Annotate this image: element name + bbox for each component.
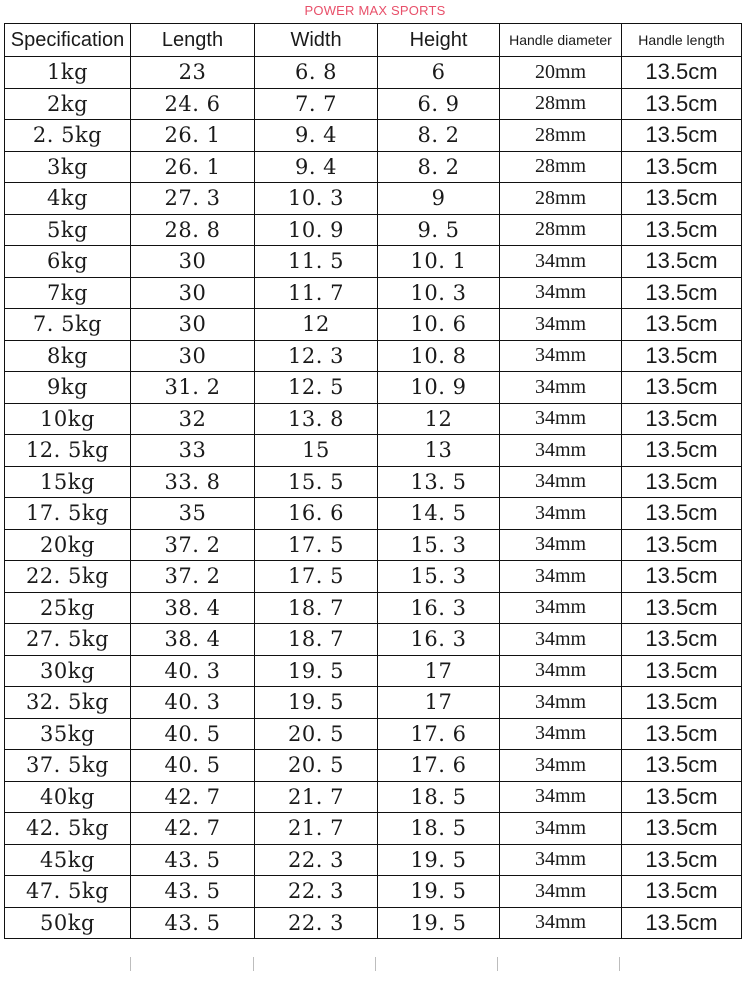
cell-length: 35 — [131, 498, 255, 530]
cell-handle-length: 13.5cm — [622, 120, 742, 152]
cell-height: 19. 5 — [378, 844, 500, 876]
cell-height: 17 — [378, 687, 500, 719]
cell-width: 21. 7 — [255, 813, 378, 845]
cell-handle-length: 13.5cm — [622, 529, 742, 561]
cell-handle-length: 13.5cm — [622, 309, 742, 341]
table-row — [5, 309, 742, 341]
cell-width: 17. 5 — [255, 529, 378, 561]
table-row — [5, 750, 742, 782]
cell-handle-diameter: 34mm — [500, 498, 622, 530]
cell-length: 43. 5 — [131, 844, 255, 876]
cell-handle-diameter: 34mm — [500, 750, 622, 782]
cell-handle-diameter: 28mm — [500, 183, 622, 215]
cell-height: 17 — [378, 655, 500, 687]
table-row — [5, 876, 742, 908]
cell-handle-diameter: 34mm — [500, 246, 622, 278]
cell-width: 17. 5 — [255, 561, 378, 593]
table-row — [5, 907, 742, 939]
cell-length: 37. 2 — [131, 529, 255, 561]
cell-width: 7. 7 — [255, 88, 378, 120]
cell-handle-diameter: 28mm — [500, 88, 622, 120]
cell-length: 42. 7 — [131, 813, 255, 845]
cell-width: 20. 5 — [255, 750, 378, 782]
cell-handle-length: 13.5cm — [622, 403, 742, 435]
cell-length: 30 — [131, 309, 255, 341]
cell-height: 15. 3 — [378, 529, 500, 561]
cell-handle-diameter: 34mm — [500, 781, 622, 813]
cell-specification: 2kg — [5, 88, 131, 120]
cell-handle-diameter: 28mm — [500, 214, 622, 246]
table-row — [5, 687, 742, 719]
cell-specification: 17. 5kg — [5, 498, 131, 530]
cell-length: 30 — [131, 340, 255, 372]
cell-handle-diameter: 34mm — [500, 813, 622, 845]
cell-width: 15 — [255, 435, 378, 467]
table-row — [5, 403, 742, 435]
cell-width: 13. 8 — [255, 403, 378, 435]
cell-specification: 20kg — [5, 529, 131, 561]
cell-length: 24. 6 — [131, 88, 255, 120]
cell-specification: 35kg — [5, 718, 131, 750]
table-row — [5, 246, 742, 278]
cell-handle-length: 13.5cm — [622, 340, 742, 372]
cell-height: 13. 5 — [378, 466, 500, 498]
cell-height: 10. 8 — [378, 340, 500, 372]
header-height: Height — [378, 24, 500, 57]
cell-length: 37. 2 — [131, 561, 255, 593]
table-row — [5, 340, 742, 372]
cell-handle-diameter: 34mm — [500, 876, 622, 908]
cell-width: 9. 4 — [255, 151, 378, 183]
cell-width: 22. 3 — [255, 907, 378, 939]
cell-height: 8. 2 — [378, 120, 500, 152]
table-row — [5, 435, 742, 467]
cell-handle-diameter: 34mm — [500, 592, 622, 624]
cell-height: 12 — [378, 403, 500, 435]
cell-length: 43. 5 — [131, 876, 255, 908]
table-row — [5, 813, 742, 845]
table-trailing-divider — [497, 957, 498, 971]
cell-handle-length: 13.5cm — [622, 844, 742, 876]
table-row — [5, 781, 742, 813]
cell-handle-diameter: 28mm — [500, 151, 622, 183]
cell-specification: 22. 5kg — [5, 561, 131, 593]
cell-specification: 45kg — [5, 844, 131, 876]
header-specification: Specification — [5, 24, 131, 57]
cell-width: 10. 3 — [255, 183, 378, 215]
cell-width: 20. 5 — [255, 718, 378, 750]
cell-height: 8. 2 — [378, 151, 500, 183]
cell-length: 33 — [131, 435, 255, 467]
cell-height: 19. 5 — [378, 876, 500, 908]
cell-width: 12. 5 — [255, 372, 378, 404]
table-header-row — [5, 24, 742, 57]
cell-height: 6. 9 — [378, 88, 500, 120]
cell-height: 10. 1 — [378, 246, 500, 278]
cell-height: 17. 6 — [378, 718, 500, 750]
table-row — [5, 844, 742, 876]
cell-length: 32 — [131, 403, 255, 435]
cell-height: 19. 5 — [378, 907, 500, 939]
cell-handle-diameter: 34mm — [500, 844, 622, 876]
cell-handle-length: 13.5cm — [622, 718, 742, 750]
cell-handle-diameter: 34mm — [500, 340, 622, 372]
cell-height: 18. 5 — [378, 781, 500, 813]
cell-handle-length: 13.5cm — [622, 246, 742, 278]
table-trailing-divider — [375, 957, 376, 971]
cell-width: 19. 5 — [255, 687, 378, 719]
cell-handle-length: 13.5cm — [622, 435, 742, 467]
table-row — [5, 561, 742, 593]
cell-height: 16. 3 — [378, 592, 500, 624]
cell-width: 21. 7 — [255, 781, 378, 813]
cell-height: 18. 5 — [378, 813, 500, 845]
cell-handle-diameter: 20mm — [500, 57, 622, 89]
cell-handle-diameter: 34mm — [500, 687, 622, 719]
cell-length: 43. 5 — [131, 907, 255, 939]
cell-length: 26. 1 — [131, 151, 255, 183]
cell-length: 42. 7 — [131, 781, 255, 813]
cell-handle-diameter: 34mm — [500, 718, 622, 750]
cell-handle-length: 13.5cm — [622, 151, 742, 183]
cell-height: 10. 6 — [378, 309, 500, 341]
cell-specification: 27. 5kg — [5, 624, 131, 656]
cell-handle-length: 13.5cm — [622, 813, 742, 845]
cell-length: 28. 8 — [131, 214, 255, 246]
cell-height: 10. 9 — [378, 372, 500, 404]
table-body — [5, 57, 742, 939]
table-row — [5, 624, 742, 656]
cell-height: 17. 6 — [378, 750, 500, 782]
cell-handle-diameter: 34mm — [500, 309, 622, 341]
table-row — [5, 151, 742, 183]
cell-handle-length: 13.5cm — [622, 907, 742, 939]
cell-length: 30 — [131, 246, 255, 278]
header-width: Width — [255, 24, 378, 57]
cell-length: 38. 4 — [131, 592, 255, 624]
cell-handle-diameter: 34mm — [500, 655, 622, 687]
cell-specification: 6kg — [5, 246, 131, 278]
cell-width: 9. 4 — [255, 120, 378, 152]
cell-handle-diameter: 34mm — [500, 907, 622, 939]
cell-width: 12. 3 — [255, 340, 378, 372]
cell-width: 22. 3 — [255, 844, 378, 876]
table-row — [5, 718, 742, 750]
cell-handle-length: 13.5cm — [622, 372, 742, 404]
cell-handle-diameter: 34mm — [500, 403, 622, 435]
cell-specification: 50kg — [5, 907, 131, 939]
cell-length: 33. 8 — [131, 466, 255, 498]
table-row — [5, 88, 742, 120]
cell-specification: 40kg — [5, 781, 131, 813]
cell-length: 40. 3 — [131, 687, 255, 719]
cell-height: 13 — [378, 435, 500, 467]
table-row — [5, 277, 742, 309]
cell-handle-length: 13.5cm — [622, 876, 742, 908]
cell-length: 40. 3 — [131, 655, 255, 687]
cell-handle-length: 13.5cm — [622, 498, 742, 530]
specification-table — [4, 23, 742, 939]
cell-handle-diameter: 28mm — [500, 120, 622, 152]
cell-handle-diameter: 34mm — [500, 561, 622, 593]
cell-specification: 8kg — [5, 340, 131, 372]
cell-length: 40. 5 — [131, 718, 255, 750]
cell-specification: 7. 5kg — [5, 309, 131, 341]
cell-handle-length: 13.5cm — [622, 624, 742, 656]
cell-handle-length: 13.5cm — [622, 592, 742, 624]
cell-handle-diameter: 34mm — [500, 277, 622, 309]
cell-specification: 30kg — [5, 655, 131, 687]
cell-specification: 3kg — [5, 151, 131, 183]
cell-handle-diameter: 34mm — [500, 372, 622, 404]
cell-length: 27. 3 — [131, 183, 255, 215]
cell-specification: 47. 5kg — [5, 876, 131, 908]
table-trailing-divider — [619, 957, 620, 971]
cell-handle-length: 13.5cm — [622, 655, 742, 687]
cell-width: 19. 5 — [255, 655, 378, 687]
cell-height: 14. 5 — [378, 498, 500, 530]
cell-specification: 37. 5kg — [5, 750, 131, 782]
cell-handle-diameter: 34mm — [500, 466, 622, 498]
cell-length: 31. 2 — [131, 372, 255, 404]
header-handle-length: Handle length — [622, 24, 742, 57]
cell-specification: 12. 5kg — [5, 435, 131, 467]
table-row — [5, 372, 742, 404]
table-row — [5, 466, 742, 498]
cell-width: 22. 3 — [255, 876, 378, 908]
table-row — [5, 498, 742, 530]
cell-specification: 25kg — [5, 592, 131, 624]
cell-handle-length: 13.5cm — [622, 88, 742, 120]
cell-height: 10. 3 — [378, 277, 500, 309]
header-handle-diameter: Handle diameter — [500, 24, 622, 57]
table-row — [5, 592, 742, 624]
cell-specification: 15kg — [5, 466, 131, 498]
cell-height: 9. 5 — [378, 214, 500, 246]
table-row — [5, 655, 742, 687]
cell-handle-length: 13.5cm — [622, 466, 742, 498]
cell-handle-length: 13.5cm — [622, 687, 742, 719]
cell-length: 38. 4 — [131, 624, 255, 656]
cell-width: 18. 7 — [255, 624, 378, 656]
cell-specification: 2. 5kg — [5, 120, 131, 152]
brand-title: POWER MAX SPORTS — [304, 3, 446, 18]
cell-handle-length: 13.5cm — [622, 750, 742, 782]
cell-handle-length: 13.5cm — [622, 561, 742, 593]
cell-handle-diameter: 34mm — [500, 435, 622, 467]
cell-specification: 4kg — [5, 183, 131, 215]
cell-specification: 32. 5kg — [5, 687, 131, 719]
table-row — [5, 183, 742, 215]
cell-width: 11. 7 — [255, 277, 378, 309]
cell-specification: 10kg — [5, 403, 131, 435]
cell-width: 15. 5 — [255, 466, 378, 498]
table-row — [5, 214, 742, 246]
cell-width: 10. 9 — [255, 214, 378, 246]
cell-width: 12 — [255, 309, 378, 341]
cell-width: 16. 6 — [255, 498, 378, 530]
cell-handle-length: 13.5cm — [622, 214, 742, 246]
cell-handle-length: 13.5cm — [622, 781, 742, 813]
cell-length: 40. 5 — [131, 750, 255, 782]
cell-height: 6 — [378, 57, 500, 89]
cell-handle-length: 13.5cm — [622, 57, 742, 89]
table-row — [5, 120, 742, 152]
cell-width: 6. 8 — [255, 57, 378, 89]
cell-height: 15. 3 — [378, 561, 500, 593]
cell-handle-diameter: 34mm — [500, 529, 622, 561]
cell-handle-length: 13.5cm — [622, 183, 742, 215]
cell-specification: 9kg — [5, 372, 131, 404]
table-row — [5, 529, 742, 561]
header-length: Length — [131, 24, 255, 57]
cell-length: 30 — [131, 277, 255, 309]
cell-specification: 7kg — [5, 277, 131, 309]
cell-width: 11. 5 — [255, 246, 378, 278]
cell-length: 26. 1 — [131, 120, 255, 152]
cell-specification: 5kg — [5, 214, 131, 246]
table-trailing-divider — [130, 957, 131, 971]
cell-length: 23 — [131, 57, 255, 89]
cell-specification: 42. 5kg — [5, 813, 131, 845]
cell-handle-diameter: 34mm — [500, 624, 622, 656]
cell-width: 18. 7 — [255, 592, 378, 624]
cell-handle-length: 13.5cm — [622, 277, 742, 309]
table-trailing-divider — [253, 957, 254, 971]
table-row — [5, 57, 742, 89]
cell-height: 9 — [378, 183, 500, 215]
cell-specification: 1kg — [5, 57, 131, 89]
cell-height: 16. 3 — [378, 624, 500, 656]
